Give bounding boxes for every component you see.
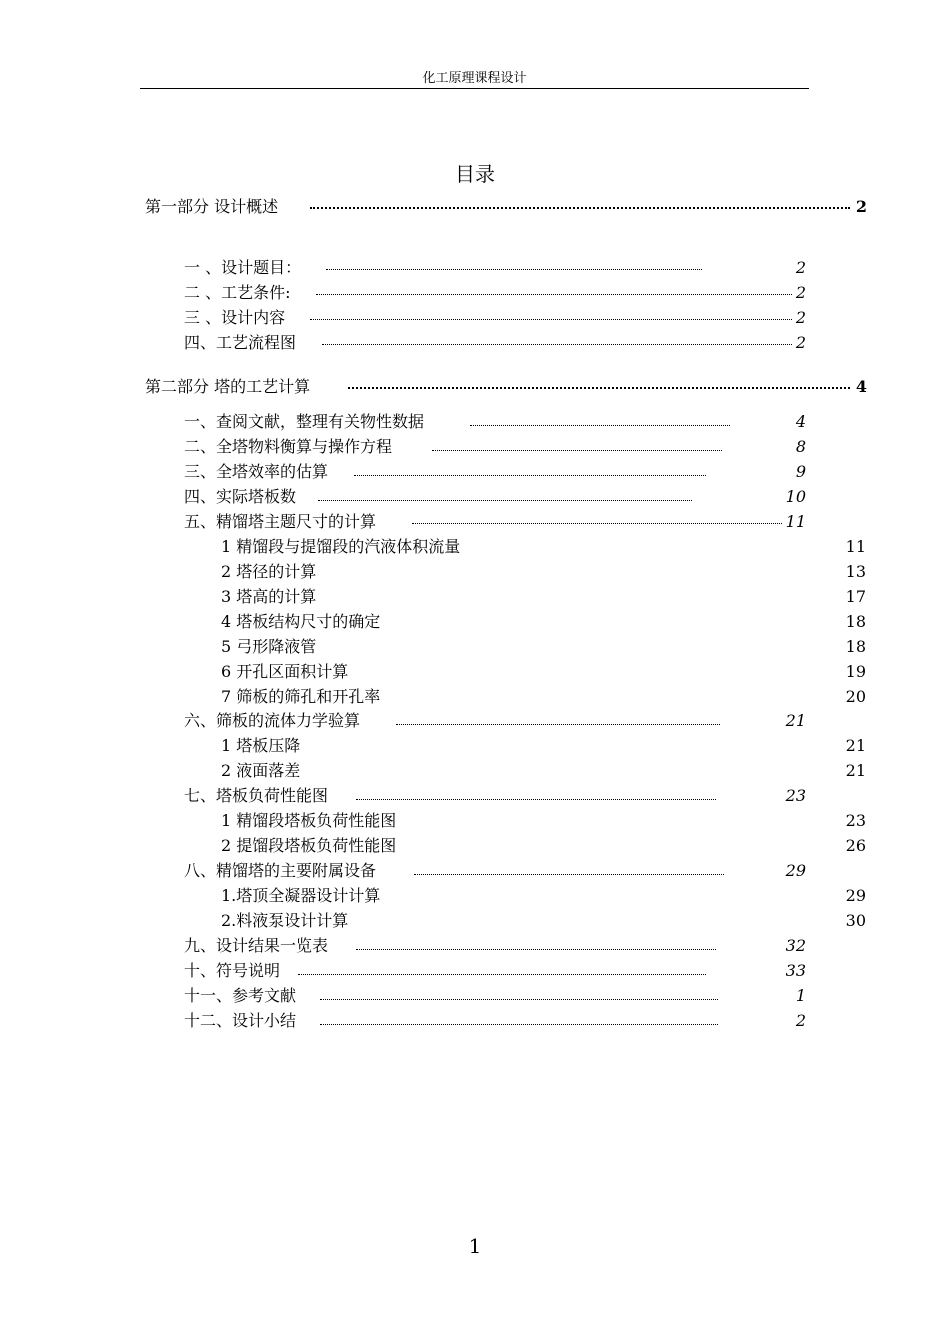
toc-entry-page: 11 — [845, 537, 866, 556]
toc-entry-page: 8 — [795, 437, 806, 456]
toc-entry[interactable] — [184, 434, 806, 459]
toc-subentry[interactable] — [221, 808, 866, 833]
dot-leader — [414, 874, 724, 875]
toc-entry[interactable] — [184, 783, 806, 808]
toc-entry-page: 1 — [795, 986, 806, 1005]
dot-leader — [356, 799, 716, 800]
toc-entry-page: 21 — [785, 711, 806, 730]
toc-entry[interactable] — [184, 933, 806, 958]
toc-entry-label: 2 提馏段塔板负荷性能图 — [221, 836, 397, 855]
toc-entry[interactable] — [184, 484, 806, 509]
toc-entry-page: 2 — [855, 197, 867, 216]
toc-entry-page: 29 — [785, 861, 806, 880]
toc-entry-page: 29 — [845, 886, 866, 905]
toc-entry-page: 26 — [845, 836, 866, 855]
toc-entry[interactable] — [184, 858, 806, 883]
toc-entry-page: 30 — [845, 911, 866, 930]
toc-entry[interactable] — [184, 509, 806, 534]
toc-entry[interactable] — [184, 459, 806, 484]
toc-entry-page: 2 — [795, 283, 806, 302]
toc-entry[interactable] — [184, 983, 806, 1008]
toc-subentry[interactable] — [221, 559, 866, 584]
toc-subentry[interactable] — [221, 584, 866, 609]
dot-leader — [316, 294, 792, 295]
toc-entry-label: 四、工艺流程图 — [184, 333, 297, 352]
toc-entry-page: 2 — [795, 258, 806, 277]
toc-entry-label: 第一部分 设计概述 — [145, 197, 279, 216]
dot-leader — [320, 1024, 718, 1025]
toc-entry-label: 2.料液泵设计计算 — [221, 911, 349, 930]
toc-entry-page: 21 — [845, 736, 866, 755]
toc-entry-label: 二 、工艺条件: — [184, 283, 291, 302]
toc-entry[interactable] — [184, 305, 806, 330]
dot-leader — [326, 269, 702, 270]
toc-entry-page: 17 — [845, 587, 866, 606]
dot-leader — [470, 425, 730, 426]
toc-entry[interactable] — [184, 255, 806, 280]
toc-entry[interactable] — [184, 1008, 806, 1033]
dot-leader — [298, 974, 706, 975]
toc-subentry[interactable] — [221, 609, 866, 634]
toc-entry-part2[interactable] — [145, 374, 867, 399]
toc-entry-page: 18 — [845, 612, 866, 631]
toc-subentry[interactable] — [221, 534, 866, 559]
toc-entry[interactable] — [184, 958, 806, 983]
toc-entry-part1[interactable] — [145, 194, 867, 219]
page-number: 1 — [468, 1234, 482, 1258]
toc-entry-label: 十二、设计小结 — [184, 1011, 297, 1030]
toc-entry-label: 1.塔顶全凝器设计计算 — [221, 886, 381, 905]
dot-leader — [310, 319, 792, 320]
toc-entry-label: 第二部分 塔的工艺计算 — [145, 377, 311, 396]
toc-entry-label: 二、全塔物料衡算与操作方程 — [184, 437, 393, 456]
toc-entry-label: 1 精馏段塔板负荷性能图 — [221, 811, 397, 830]
dot-leader — [318, 500, 692, 501]
toc-entry[interactable] — [184, 409, 806, 434]
dot-leader — [432, 450, 722, 451]
toc-entry-label: 4 塔板结构尺寸的确定 — [221, 612, 381, 631]
toc-entry-page: 33 — [785, 961, 806, 980]
toc-entry-page: 19 — [845, 662, 866, 681]
toc-entry-page: 21 — [845, 761, 866, 780]
toc-entry-label: 三、全塔效率的估算 — [184, 462, 329, 481]
dot-leader — [310, 207, 850, 209]
toc-entry-page: 23 — [845, 811, 866, 830]
toc-entry-page: 9 — [795, 462, 806, 481]
toc-entry-label: 三 、设计内容 — [184, 308, 286, 327]
toc-entry-page: 11 — [785, 512, 806, 531]
toc-subentry[interactable] — [221, 758, 866, 783]
toc-entry-label: 2 液面落差 — [221, 761, 301, 780]
dot-leader — [412, 523, 782, 524]
toc-entry-page: 10 — [785, 487, 806, 506]
toc-entry-page: 18 — [845, 637, 866, 656]
dot-leader — [356, 949, 716, 950]
toc-entry-page: 13 — [845, 562, 866, 581]
toc-entry[interactable] — [184, 330, 806, 355]
dot-leader — [348, 387, 850, 389]
toc-entry-label: 3 塔高的计算 — [221, 587, 317, 606]
toc-entry[interactable] — [184, 708, 806, 733]
toc-entry-label: 五、精馏塔主题尺寸的计算 — [184, 512, 377, 531]
toc-subentry[interactable] — [221, 908, 866, 933]
toc-entry-label: 九、设计结果一览表 — [184, 936, 329, 955]
toc-entry-label: 7 筛板的筛孔和开孔率 — [221, 687, 381, 706]
toc-entry-label: 八、精馏塔的主要附属设备 — [184, 861, 377, 880]
toc-entry-page: 32 — [785, 936, 806, 955]
toc-entry-page: 4 — [795, 412, 806, 431]
toc-subentry[interactable] — [221, 833, 866, 858]
toc-entry-label: 一 、设计题目： — [184, 258, 302, 277]
toc-title: 目录 — [455, 162, 495, 186]
toc-entry-page: 20 — [845, 687, 866, 706]
toc-entry-label: 6 开孔区面积计算 — [221, 662, 349, 681]
dot-leader — [322, 344, 792, 345]
toc-entry-page: 2 — [795, 1011, 806, 1030]
toc-subentry[interactable] — [221, 634, 866, 659]
toc-entry-page: 2 — [795, 333, 806, 352]
toc-entry-label: 2 塔径的计算 — [221, 562, 317, 581]
toc-entry-page: 4 — [855, 377, 867, 396]
toc-entry-label: 1 塔板压降 — [221, 736, 301, 755]
toc-entry-label: 1 精馏段与提馏段的汽液体积流量 — [221, 537, 461, 556]
toc-entry-page: 23 — [785, 786, 806, 805]
dot-leader — [320, 999, 718, 1000]
toc-subentry[interactable] — [221, 883, 866, 908]
toc-entry-label: 七、塔板负荷性能图 — [184, 786, 329, 805]
toc-subentry[interactable] — [221, 684, 866, 709]
toc-entry-page: 2 — [795, 308, 806, 327]
toc-entry-label: 十一、参考文献 — [184, 986, 297, 1005]
toc-entry-label: 六、筛板的流体力学验算 — [184, 711, 361, 730]
page-header-title: 化工原理课程设计 — [422, 71, 527, 86]
dot-leader — [354, 475, 706, 476]
toc-entry-label: 十、符号说明 — [184, 961, 281, 980]
header-rule — [140, 88, 809, 89]
dot-leader — [396, 724, 720, 725]
toc-entry-label: 四、实际塔板数 — [184, 487, 297, 506]
toc-subentry[interactable] — [221, 659, 866, 684]
toc-entry-label: 5 弓形降液管 — [221, 637, 317, 656]
toc-entry-label: 一、查阅文献，整理有关物性数据 — [184, 412, 425, 431]
toc-entry[interactable] — [184, 280, 806, 305]
toc-subentry[interactable] — [221, 733, 866, 758]
